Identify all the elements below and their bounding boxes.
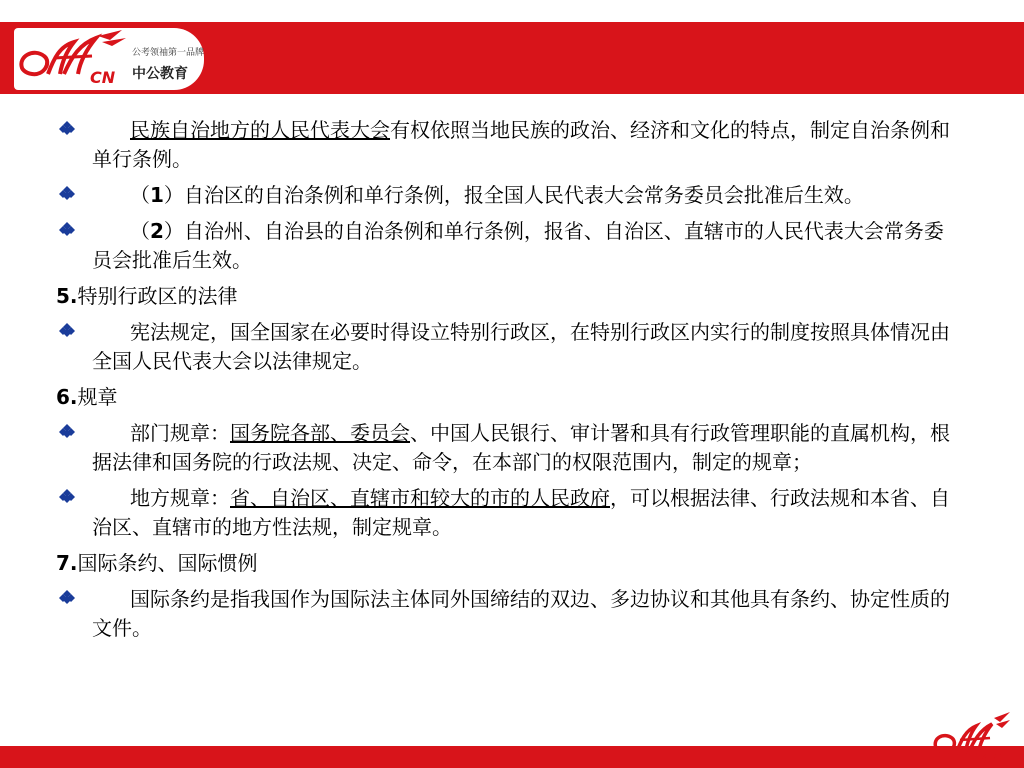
- logo-tagline: 公考领袖第一品牌: [132, 48, 205, 58]
- diamond-bullet-icon: [56, 219, 78, 241]
- content-body: [56, 116, 956, 650]
- section-number: 5.: [56, 284, 78, 308]
- paragraph-text: 有权依照当地民族的政治、经济和文化的特点，制定自治条例和单行条例。: [92, 118, 950, 171]
- bullet-item: [56, 217, 956, 275]
- paragraph-text: 、中国人民银行、审计署和具有行政管理职能的直属机构，根据法律和国务院的行政法规、决定、命令，在本部门的权限范围内，制定的规章；: [92, 421, 950, 474]
- section-title: 规章: [77, 385, 118, 409]
- lead-text: 部门规章：: [130, 421, 230, 445]
- diamond-bullet-icon: [56, 486, 78, 508]
- svg-text:CN: CN: [90, 68, 116, 87]
- bullet-item: [56, 318, 956, 376]
- item-number: 1: [150, 183, 164, 207]
- paren-open: （: [130, 183, 150, 207]
- section-title: 国际条约、国际惯例: [77, 551, 258, 575]
- brand-logo: [14, 28, 204, 90]
- section-heading: [56, 383, 956, 412]
- svg-text:CN: CN: [982, 752, 1001, 766]
- footer-band: [0, 746, 1024, 768]
- paren-open: （: [130, 219, 150, 243]
- section-number: 7.: [56, 551, 78, 575]
- lead-text: 地方规章：: [130, 486, 230, 510]
- diamond-bullet-icon: [56, 587, 78, 609]
- bullet-item: [56, 181, 956, 210]
- bullet-item: [56, 585, 956, 643]
- paragraph-text: ，可以根据法律、行政法规和本省、自治区、直辖市的地方性法规，制定规章。: [92, 486, 950, 539]
- bullet-item: [56, 419, 956, 477]
- diamond-bullet-icon: [56, 320, 78, 342]
- section-heading: [56, 549, 956, 578]
- section-title: 特别行政区的法律: [77, 284, 238, 308]
- section-heading: [56, 282, 956, 311]
- diamond-bullet-icon: [56, 118, 78, 140]
- paragraph-text: ）自治州、自治县的自治条例和单行条例，报省、自治区、直辖市的人民代表大会常务委员会批准后生效。: [92, 219, 944, 272]
- bullet-item: [56, 484, 956, 542]
- paragraph-text: ）自治区的自治条例和单行条例，报全国人民代表大会常务委员会批准后生效。: [163, 183, 864, 207]
- logo-name: 中公教育: [132, 66, 188, 82]
- diamond-bullet-icon: [56, 421, 78, 443]
- underlined-term: 省、自治区、直辖市和较大的市的人民政府: [230, 486, 610, 510]
- offcn-small-logo-icon: [930, 708, 1010, 766]
- paragraph-text: 国际条约是指我国作为国际法主体同外国缔结的双边、多边协议和其他具有条约、协定性质的文件。: [92, 587, 950, 640]
- underlined-term: 民族自治地方的人民代表大会: [130, 118, 390, 142]
- diamond-bullet-icon: [56, 183, 78, 205]
- underlined-term: 国务院各部、委员会: [230, 421, 410, 445]
- section-number: 6.: [56, 385, 78, 409]
- item-number: 2: [150, 219, 164, 243]
- paragraph-text: 宪法规定，国全国家在必要时得设立特别行政区，在特别行政区内实行的制度按照具体情况由全国人民代表大会以法律规定。: [92, 320, 950, 373]
- bullet-item: [56, 116, 956, 174]
